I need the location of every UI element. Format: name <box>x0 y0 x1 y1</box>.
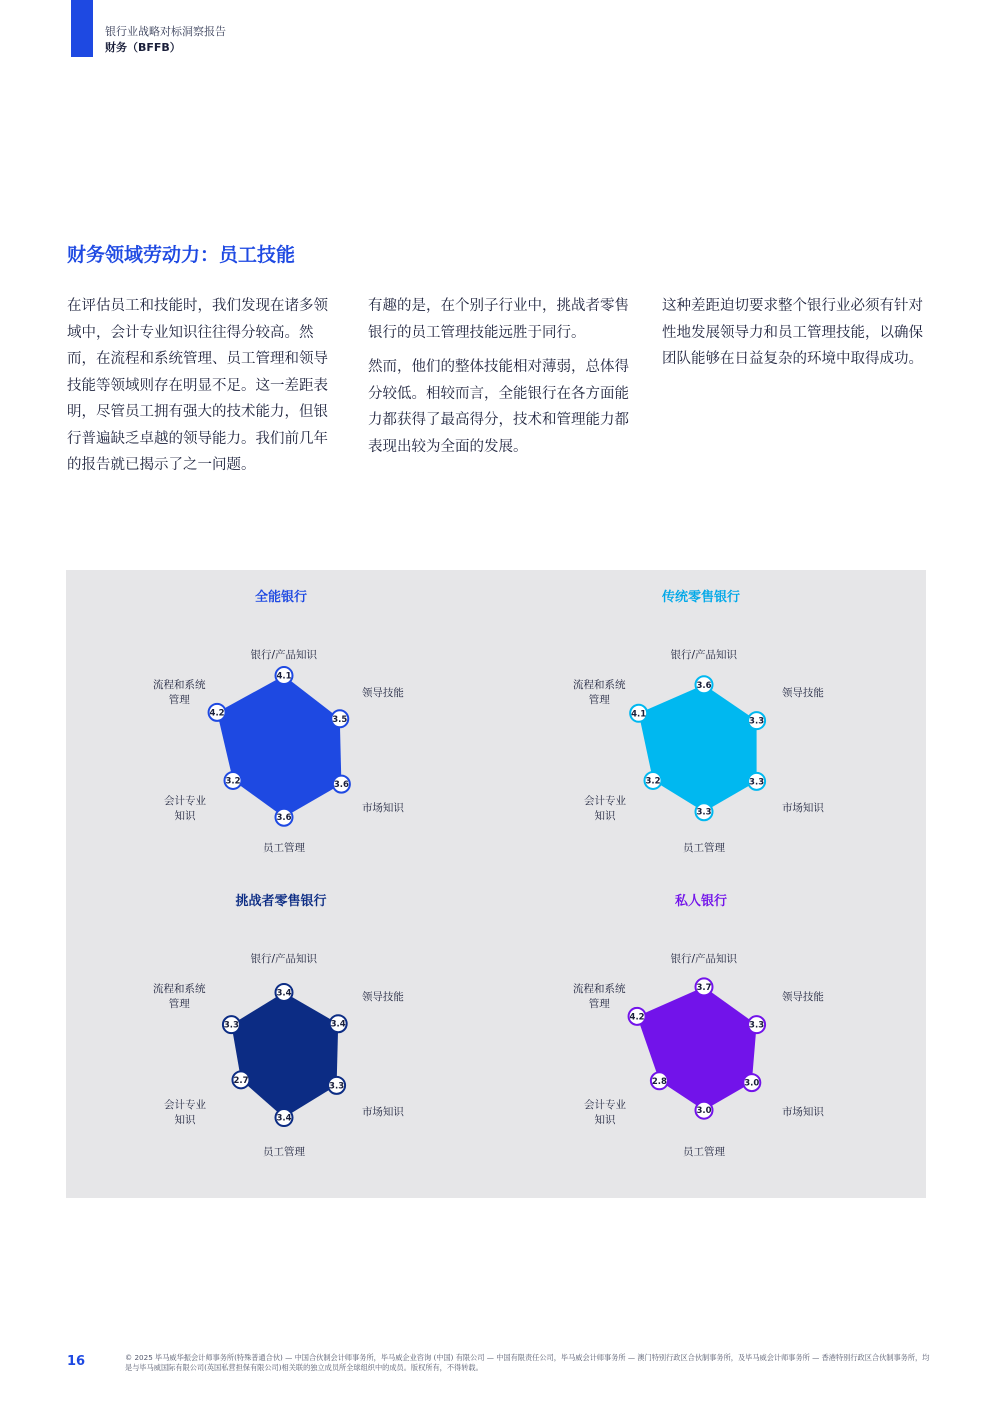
value-label: 3.3 <box>223 1020 239 1031</box>
axis-label: 银行/产品知识 <box>670 648 738 661</box>
value-label: 3.3 <box>696 807 712 818</box>
axis-label: 会计专业 知识 <box>164 794 207 822</box>
chart-title: 私人银行 <box>674 894 727 909</box>
axis-label: 员工管理 <box>683 1146 725 1159</box>
value-label: 3.6 <box>333 780 349 791</box>
value-label: 4.2 <box>629 1012 645 1023</box>
axis-label: 员工管理 <box>683 842 725 855</box>
value-label: 3.2 <box>225 776 241 787</box>
radar-chart-traditional-retail-banks <box>491 586 911 886</box>
paragraph: 在评估员工和技能时，我们发现在诸多领域中，会计专业知识往往得分较高。然而，在流程和系统管理、员工管理和领导技能等领域则存在明显不足。这一差距表明，尽管员工拥有强大的技术能力，但银行普遍缺乏卓越的领导能力。我们前几年的报告就已揭示了之一问题。 <box>67 298 328 473</box>
chart-title: 传统零售银行 <box>661 590 740 605</box>
radar-area <box>639 685 757 812</box>
axis-label: 流程和系统 管理 <box>153 983 206 1011</box>
axis-label: 流程和系统 管理 <box>573 679 626 707</box>
paragraph: 这种差距迫切要求整个银行业必须有针对性地发展领导力和员工管理技能，以确保团队能够在日益复杂的环境中取得成功。 <box>662 298 923 367</box>
axis-label: 银行/产品知识 <box>250 952 318 965</box>
value-label: 3.3 <box>749 1020 765 1031</box>
running-header <box>105 24 226 56</box>
value-label: 3.5 <box>332 714 348 725</box>
text-column-2 <box>368 293 633 468</box>
axis-label: 市场知识 <box>361 802 404 815</box>
value-label: 2.7 <box>233 1075 249 1086</box>
legal-notice: © 2025 毕马威华振会计师事务所(特殊普通合伙) — 中国合伙制会计师事务所，毕马威企业咨询 (中国) 有限公司 — 中国有限责任公司，毕马威会计师事务所 — 澳门特别行政区合伙制事务所，及毕马威会计师事务所 — 香港特别行政区合伙制事务所，均是与毕马威国际有限公司(英国私营担保有限公司)相关联的独立成员所全球组织中的成员。版权所有，不得转载。 <box>125 1353 930 1372</box>
axis-label: 领导技能 <box>361 990 404 1003</box>
value-label: 3.3 <box>749 777 765 788</box>
report-title: 银行业战略对标洞察报告 <box>105 25 226 38</box>
value-label: 4.2 <box>209 708 225 719</box>
axis-label: 流程和系统 管理 <box>153 679 206 707</box>
value-label: 3.3 <box>749 716 765 727</box>
value-label: 3.0 <box>744 1078 760 1089</box>
radar-chart-challenger-retail-banks <box>71 890 491 1190</box>
axis-label: 会计专业 知识 <box>584 794 627 822</box>
section-name: 财务（BFFB） <box>105 41 181 54</box>
radar-area <box>231 992 338 1117</box>
value-label: 3.4 <box>330 1019 346 1030</box>
value-label: 3.3 <box>329 1081 345 1092</box>
radar-area <box>217 676 341 818</box>
axis-label: 银行/产品知识 <box>670 952 738 965</box>
value-label: 4.1 <box>631 709 647 720</box>
text-column-1 <box>67 293 339 487</box>
header-accent-bar <box>71 0 93 57</box>
paragraph: 有趣的是，在个别子行业中，挑战者零售银行的员工管理技能远胜于同行。 <box>368 298 629 341</box>
axis-label: 会计专业 知识 <box>584 1098 627 1126</box>
paragraph: 然而，他们的整体技能相对薄弱，总体得分较低。相较而言，全能银行在各方面能力都获得了最高得分，技术和管理能力都表现出较为全面的发展。 <box>368 359 629 455</box>
axis-label: 领导技能 <box>781 990 824 1003</box>
axis-label: 流程和系统 管理 <box>573 983 626 1011</box>
value-label: 3.6 <box>696 680 712 691</box>
radar-chart-private-banks <box>491 890 911 1190</box>
radar-area <box>637 987 760 1110</box>
text-column-3 <box>662 293 932 381</box>
axis-label: 员工管理 <box>263 1146 305 1159</box>
value-label: 3.4 <box>276 988 292 999</box>
section-title: 财务领域劳动力：员工技能 <box>67 244 296 266</box>
chart-title: 挑战者零售银行 <box>235 894 327 909</box>
value-label: 3.2 <box>645 776 661 787</box>
chart-title: 全能银行 <box>254 590 307 605</box>
axis-label: 市场知识 <box>361 1106 404 1119</box>
axis-label: 领导技能 <box>781 686 824 699</box>
axis-label: 银行/产品知识 <box>250 648 318 661</box>
radar-chart-universal-banks <box>71 586 491 886</box>
value-label: 2.8 <box>651 1076 667 1087</box>
axis-label: 领导技能 <box>361 686 404 699</box>
axis-label: 会计专业 知识 <box>164 1098 207 1126</box>
axis-label: 市场知识 <box>781 1106 824 1119</box>
value-label: 3.4 <box>276 1113 292 1124</box>
axis-label: 员工管理 <box>263 842 305 855</box>
value-label: 4.1 <box>276 671 292 682</box>
value-label: 3.6 <box>276 813 292 824</box>
value-label: 3.7 <box>696 982 712 993</box>
value-label: 3.0 <box>696 1106 712 1117</box>
axis-label: 市场知识 <box>781 802 824 815</box>
page-number: 16 <box>67 1354 86 1369</box>
radar-chart-panel <box>66 570 926 1198</box>
